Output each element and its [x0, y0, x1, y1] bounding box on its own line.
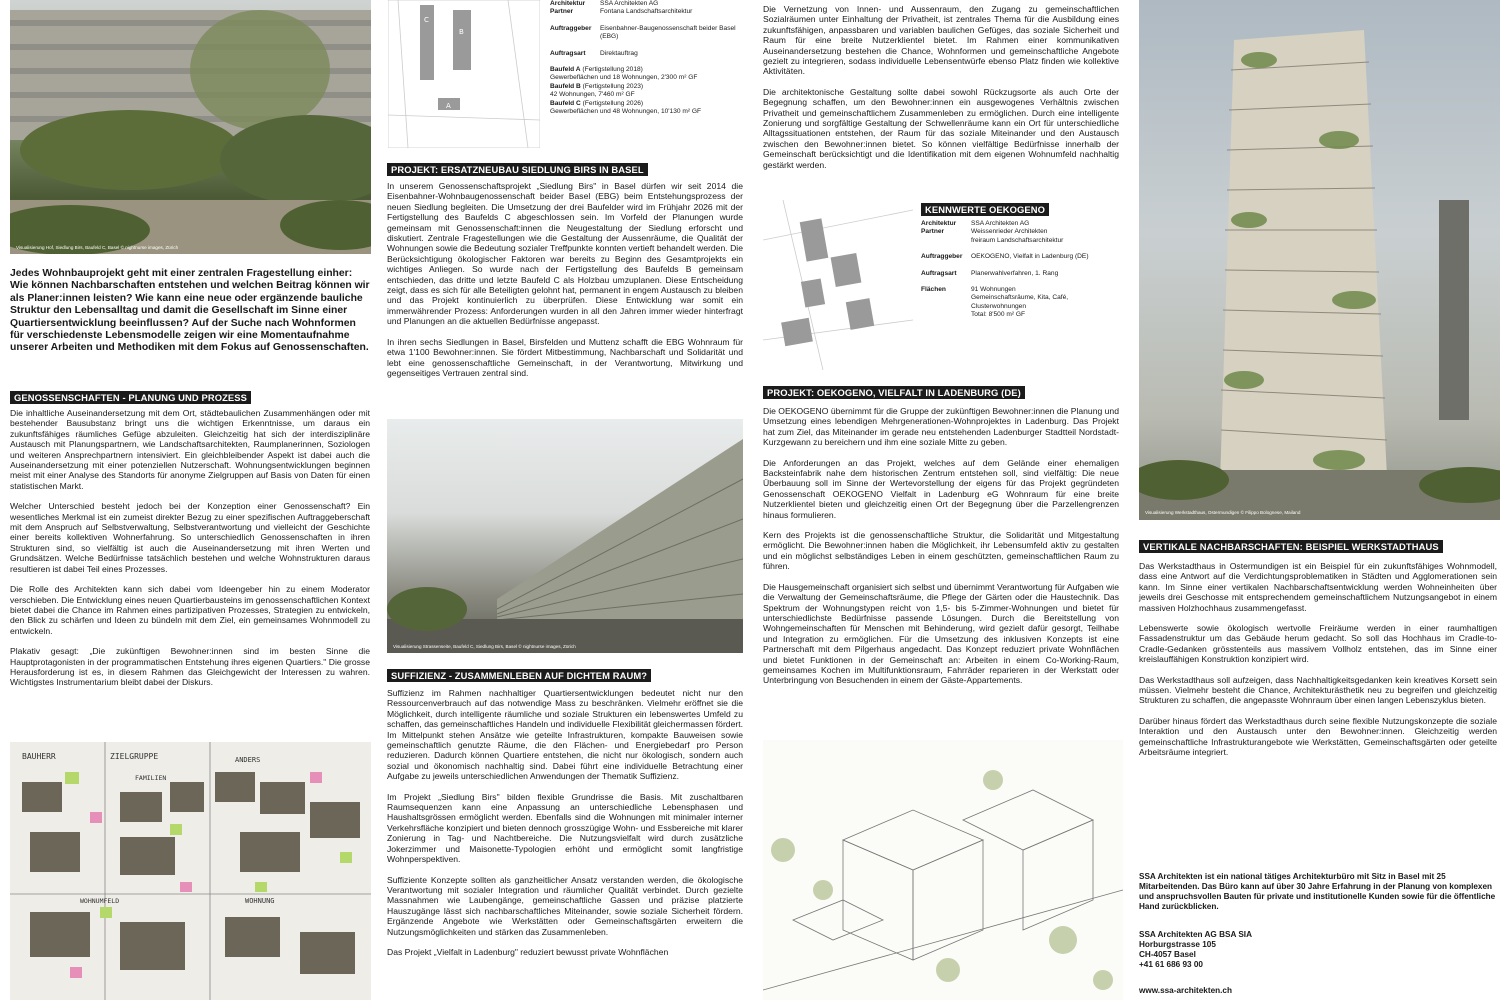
workshop-board-photo [10, 742, 371, 1000]
fact-value: SSA Architekten AG [600, 0, 659, 7]
phone-number: +41 61 686 93 00 [1139, 960, 1203, 969]
paragraph: Die Anforderungen an das Projekt, welches auf dem Gelände einer ehemaligen Backsteinfabrik nahe dem historischen Zentrum entstehen soll, sind vielfältig: Die neue Überbauung soll im Sinne der Wertevorstellung der eigens für das Projekt gegründeten Genossenschaft OEKOGENO Vielfalt in Ladenburg eG Wohnraum für eine breite Nutzerklientel bieten und gleichzeitig einen Ort der Begegnung über die Parzellengrenzen hinaus formulieren. [763, 457, 1119, 520]
baufeld-b: Baufeld B (Fertigstellung 2023) 42 Wohnungen, 7'460 m² GF [550, 82, 644, 99]
firm-description: SSA Architekten ist ein national tätiges Architekturbüro mit Sitz in Basel mit 25 Mitarbeitenden. Das Büro kann auf über 30 Jahre Erfahrung in der Planung von komplexen und anspruchsvollen Bauten für private und institutionelle Kunden sowie für die öffentliche Hand zurückblicken. [1139, 872, 1496, 911]
tower-illustration [1139, 0, 1500, 520]
article-text [763, 406, 1119, 696]
fact-key: Partner [550, 8, 574, 16]
fact-value: Planerwahlverfahren, 1. Rang [971, 269, 1059, 277]
paragraph: Die Vernetzung von Innen- und Aussenraum, den Zugang zu gemeinschaftlichen Sozialräumen unter Einhaltung der Privatheit, ist zentrales Thema für die Ausbildung eines zukunftsfähigen, anpassbaren und variablen baulichen Gefüges, das soziale Sicherheit und Raum für eine breite Nutzerklientel bietet. Im Rahmen einer kommunikativen Auseinandersetzung bestehen die Chance, Wohnformen und gemeinschaftliche Angebote gezielt zu integrieren, sodass individuelle Lebensentwürfe ebenso Platz finden wie kollektive Aktivitäten. [763, 4, 1119, 77]
paragraph: Plakativ gesagt: „Die zukünftigen Bewohner:innen sind im besten Sinne die Hauptprotagonisten in der programmatischen Entstehung ihres eigenen Quartiers." Die grosse Herausforderung ist es, in diesem Rahmen das Gleichgewicht der Interessen zu wahren. Wichtigstes Instrumentarium bleibt dabei der Diskurs. [10, 646, 370, 688]
board-label-bauherr: BAUHERR [22, 752, 56, 761]
photo-caption: Visualisierung Hof, Siedlung Birs, Baufeld C, Basel © nightnurse images, Zürich [16, 245, 179, 250]
paragraph: In unserem Genossenschaftsprojekt „Siedlung Birs" in Basel dürfen wir seit 2014 die Eisenbahner-Wohnbaugenossenschaft beider Basel (EBG) beim Entstehungsprozess der neuen Siedlung begleiten. Die Umsetzung der drei Baufelder wird im Frühjahr 2026 mit der Fertigstellung des Baufelds C abgeschlossen sein. Im Vorfeld der Planungen wurde gemeinsam mit Genossenschaft:innen die Neugestaltung der Siedlung erforscht und diskutiert. Zentrale Fragestellungen wie die Gestaltung der Aussenräume, die Qualität der Wohnungen sowie die Bedeutung sozialer Treffpunkte konnten vertieft behandelt werden. Die Berücksichtigung ökologischer Faktoren war bereits zu Beginn des Gesamtprojekts ein wichtiges Anliegen. So wurde nach der Fertigstellung des Baufelds B gemeinsam entschieden, das dritte und letzte Baufeld C als Holzbau umzuplanen. Diese Entscheidung zeigt, dass es sich für alle Beteiligten gelohnt hat, permanent in engem Austausch zu bleiben und das Projekt kontinuierlich zu überprüfen. Diese Entwicklung war somit ein immerwährender Prozess: Anforderungen wurden in all den Jahren immer wieder hinterfragt und Planungen an die aktuellen Bedürfnisse angepasst. [387, 181, 743, 327]
fact-value: freiraum Landschaftsarchitektur [971, 236, 1064, 244]
courtyard-illustration [10, 0, 371, 254]
fact-value: SSA Architekten AG [971, 220, 1030, 227]
fact-value: Gemeinschaftsräume, Kita, Café, [971, 294, 1069, 302]
lead-paragraph: Jedes Wohnbauprojekt geht mit einer zentralen Fragestellung einher: Wie können Nachbarschaften entstehen und welchen Beitrag können wir als Planer:innen leisten? Wie kann eine neue oder ergänzende bauliche Struktur den Lebensalltag und damit die Gesellschaft im Sinne einer Quartiersentwicklung beeinflussen? Auf der Suche nach Wohnformen für verschiedenste Lebensmodelle zeigen wir eine Momentaufnahme unserer Arbeiten und Methodiken mit dem Fokus auf Genossenschaften. [10, 268, 370, 354]
werkstadthaus-photo [1139, 0, 1500, 520]
section-heading: VERTIKALE NACHBARSCHAFTEN: BEISPIEL WERKSTADTHAUS [1139, 540, 1443, 553]
photo-caption: Visualisierung Werkstadthaus, Ostermundigen © Filippo Bolognese, Mailand [1145, 510, 1301, 515]
fact-key: Architektur [921, 220, 957, 227]
paragraph: Die OEKOGENO übernimmt für die Gruppe der zukünftigen Bewohner:innen die Planung und Umsetzung eines lebendigen Mehrgenerationen-Wohnprojektes in Ladenburg. Das Projekt hat zum Ziel, das Miteinander im gerade neu entstehenden Ladenburger Stadtteil Nordstadt-Kurzgewann zu bereichern und ihm eine soziale Mitte zu geben. [763, 406, 1119, 448]
paragraph: Das Projekt „Vielfalt in Ladenburg" reduziert bewusst private Wohnflächen [387, 946, 669, 957]
paragraph: Suffizienz im Rahmen nachhaltiger Quartiersentwicklungen bedeutet nicht nur den Ressourcenverbrauch auf das notwendige Mass zu beschränken. Vielmehr eröffnet sie die Möglichkeit, durch intelligente räumliche und soziale Strukturen ein lebenswertes Umfeld zu schaffen, das gemeinschaftliches Handeln und individuelle Flexibilität gleichermassen fördert. Im Mittelpunkt stehen Ansätze wie geteilte Infrastrukturen, kompakte Bauweisen sowie gemeinschaftlich genutzte Räume, die den Flächen- und Energiebedarf pro Person reduzieren. Dadurch können Quartiere entstehen, die nicht nur ökologisch, sondern auch sozial und ökonomisch nachhaltig sind. Dabei führt eine individuelle Betrachtung einer Aufgabe zu jeweils unterschiedlichen Anwendungen der Thematik Suffizienz. [387, 688, 743, 782]
svg-text:C: C [424, 16, 429, 24]
article-text [387, 688, 743, 967]
street-photo [387, 419, 743, 653]
section-heading: GENOSSENSCHAFTEN - PLANUNG UND PROZESS [10, 391, 251, 404]
paragraph: Welcher Unterschied besteht jedoch bei der Konzeption einer Genossenschaft? Ein wesentliches Merkmal ist ein zumeist direkter Bezug zu einer spezifischen Auftraggeberschaft mit dem Anspruch auf Selbstverwaltung, Selbstverantwortung und vielleicht der Geschichte einer bereits kollektiven Wohnerfahrung. So unterschiedlich Genossenschaften in ihren Strukturen sind, so vielfältig ist auch die Auseinandersetzung mit ihren Werten und Grundsätzen. Welche Bedürfnisse tatsächlich bestehen und welche Wohnstrukturen daraus resultieren ist dabei Teil eines Prozesses. [10, 501, 370, 574]
site-plan-birs [388, 0, 540, 148]
fact-value: Eisenbahner-Baugenossenschaft beider Basel (EBG) [600, 24, 736, 41]
paragraph: Kern des Projekts ist die genossenschaftliche Struktur, die Solidarität und Mitgestaltung ermöglicht. Die Bewohner:innen haben die Möglichkeit, ihr Lebensumfeld aktiv zu gestalten und ein möglichst selbständiges Leben in einem geschützten, gemeinschaftlichen Raum zu führen. [763, 530, 1119, 572]
fact-key: Auftragsart [550, 49, 586, 57]
fact-key: Partner [921, 228, 945, 236]
article-text [10, 408, 370, 698]
sketch-illustration [763, 740, 1123, 1000]
baufeld-a: Baufeld A (Fertigstellung 2018) Gewerbeflächen und 18 Wohnungen, 2'300 m² GF [550, 66, 698, 82]
section-heading: SUFFIZIENZ - ZUSAMMENLEBEN AUF DICHTEM RAUM? [387, 669, 651, 682]
fact-value: Direktauftrag [600, 49, 638, 57]
axonometric-sketch [763, 740, 1123, 1000]
paragraph: Suffiziente Konzepte sollten als ganzheitlicher Ansatz verstanden werden, die ökologische Verantwortung mit sozialer Integration und räumlicher Qualität verbindet. Durch gezielte Massnahmen wie Laubengänge, gemeinschaftliche Gassen und präzise platzierte Hauszugänge lässt sich nachbarschaftliches Miteinander, sowie soziale Sicherheit fördern. Ergänzende Angebote wie Werkstätten oder Gemeinschaftsgärten erweitern die Nutzungsmöglichkeiten und stärken das Zusammenleben. [387, 874, 743, 937]
section-heading: PROJEKT: ERSATZNEUBAU SIEDLUNG BIRS IN BASEL [387, 163, 648, 176]
fact-key: Auftraggeber [550, 24, 592, 32]
paragraph: Die inhaltliche Auseinandersetzung mit dem Ort, städtebaulichen Zusammenhängen oder mit bestehender Bausubstanz bringt uns die wichtigen Erkenntnisse, um daraus ein zukunftsfähiges räumliches Gefüge abzuleiten. Gleichzeitig hat sich der interdisziplinäre Austausch mit Planungspartnern, wie Landschaftsarchitekten, Raumplanerinnen, Soziologen und weiteren Ansprechpartnern intensiviert. Ein gleichbleibender Aspekt ist dabei auch die Auseinandersetzung mit einer potenziellen Nutzerschaft. Wohnungsentwicklungen beginnen meist mit einer Analyse des Standorts für anonyme Zielgruppen auf Basis von Daten für einen statistischen Markt. [10, 408, 370, 491]
board-label-wohnung: WOHNUNG [245, 897, 275, 905]
paragraph: Das Werkstadthaus in Ostermundigen ist ein Beispiel für ein zukunftsfähiges Wohnmodell, dass eine Antwort auf die Verdichtungsproblematiken in Städten und Agglomerationen sein kann. Im Sinne einer vertikalen Nachbarschaftsentwicklung werden Wohneinheiten über jeweils drei Geschosse mit entsprechendem gemeinschaftlichem Nutzungsangebot in einem massiven Holzhochhaus zusammengefasst. [1139, 561, 1497, 613]
paragraph: Lebenswerte sowie ökologisch wertvolle Freiräume werden in einer raumhaltigen Fassadenstruktur um das Gebäude herum gedacht. So soll das Hochhaus im Cradle-to-Cradle-Gedanken grösstenteils aus massivem Vollholz entstehen, das im Sinne einer kreislauffähigen Konstruktion konzipiert wird. [1139, 623, 1497, 665]
fact-key: Auftraggeber [921, 253, 963, 261]
photo-caption: Visualisierung Strassenseite, Baufeld C, Siedlung Birs, Basel © nightnurse images, Zürich [393, 644, 576, 649]
fact-key [921, 311, 971, 319]
article-text [1139, 561, 1497, 768]
fact-value: Fontana Landschaftsarchitektur [600, 8, 693, 16]
fact-key: Flächen [921, 286, 946, 294]
article-text [387, 181, 743, 388]
paragraph: In ihren sechs Siedlungen in Basel, Birsfelden und Muttenz schafft die EBG Wohnraum für etwa 1'100 Bewohner:innen. Sie fördert Mitbestimmung, Nachbarschaft und Solidarität und lebt eine genossenschaftliche Gemeinschaft, in der Verantwortung, Mitwirkung und gegenseitiges Vertrauen zentral sind. [387, 336, 743, 378]
fact-value: Clusterwohnungen [971, 302, 1026, 310]
address-line: SSA Architekten AG BSA SIA [1139, 930, 1252, 939]
fact-key [921, 237, 971, 245]
fact-key [921, 303, 971, 311]
firm-address [1139, 930, 1497, 970]
svg-text:A: A [446, 102, 451, 110]
address-line: Horburgstrasse 105 [1139, 940, 1216, 949]
board-label-zielgruppe: ZIELGRUPPE [110, 752, 159, 761]
fact-value: Total: 8'500 m² GF [971, 311, 1026, 319]
website-link[interactable]: www.ssa-architekten.ch [1139, 986, 1232, 995]
fact-value: Weissenrieder Architekten [971, 228, 1048, 236]
article-text [763, 4, 1119, 180]
courtyard-photo [10, 0, 371, 254]
paragraph: Die Rolle des Architekten kann sich dabei vom Ideengeber hin zu einem Moderator verschieben. Die Entwicklung eines neuen Quartierbausteins im genossenschaftlichen Kontext bietet dabei die Chance im Rahmen eines partizipativen Prozesses, Strategien zu entwickeln, den Blick zu schärfen und Ideen zu bündeln mit dem Ziel, ein gemeinsames Wohnmodell zu entwickeln. [10, 584, 370, 636]
site-plan-ladenburg [763, 200, 913, 370]
paragraph: Darüber hinaus fördert das Werkstadthaus durch seine flexible Nutzungskonzepte die soziale Interaktion und den Austausch unter den Bewohner:innen. Gleichzeitig werden gemeinschaftliche Infrastrukturangebote wie Werkstätten, Gemeinschaftsgärten oder geteilte Arbeitsräume integriert. [1139, 715, 1497, 758]
facts-heading: KENNWERTE OEKOGENO [921, 203, 1049, 216]
street-illustration [387, 419, 743, 653]
address-line: CH-4057 Basel [1139, 950, 1196, 959]
board-label-wohnumfeld: WOHNUMFELD [80, 897, 120, 905]
board-label-anders: ANDERS [235, 756, 261, 764]
paragraph: Die Hausgemeinschaft organisiert sich selbst und übernimmt Verantwortung für Aufgaben wie die Verwaltung der Gemeinschaftsräume, die Pflege der Gärten oder die Haustechnik. Das Spektrum der Wohnungstypen reicht von 1,5- bis 5-Zimmer-Wohnungen und bietet für unterschiedlichste Bedürfnisse passende Lösungen. Durch die Bereitstellung von Wohngemeinschaften für Menschen mit Behinderung, wird gezielt dafür gesorgt, Teilhabe und Integration zu ermöglichen. Für die Umsetzung des inklusiven Konzepts ist eine Partnerschaft mit dem Pilgerhaus angedacht. Das Konzept reduziert private Wohnflächen und bietet Funktionen in der Gemeinschaft an: Arbeiten in einem Co-Working-Raum, gemeinsames Kochen im Multifunktionsraum, Fahrräder reparieren in der Werkstatt oder Unterbringung von Besuchenden in einem der Gäste-Appartements. [763, 581, 1119, 686]
project-facts-birs [550, 0, 740, 116]
section-heading: PROJEKT: OEKOGENO, VIELFALT IN LADENBURG (DE) [763, 386, 1025, 399]
fact-key: Auftragsart [921, 269, 957, 277]
paragraph: Das Werkstadthaus soll aufzeigen, dass Nachhaltigkeitsgedanken kein kreatives Korsett sein müssen. Vielmehr besteht die Chance, Architekturästhetik neu zu begreifen und gleichzeitig Strukturen zu schaffen, die angepasste Wohnraum über einen langen Lebenszyklus bieten. [1139, 674, 1497, 706]
fact-value: 91 Wohnungen [971, 286, 1016, 294]
board-label-familien: FAMILIEN [135, 774, 167, 782]
project-facts-oekogeno [921, 220, 1121, 320]
fact-value: OEKOGENO, Vielfalt in Ladenburg (DE) [971, 253, 1089, 261]
fact-key: Architektur [550, 0, 586, 7]
paragraph: Die architektonische Gestaltung sollte dabei sowohl Rückzugsorte als auch Orte der Begegnung schaffen, um den Bewohner:innen ein ausgewogenes Verhältnis zwischen Privatheit und gemeinschaftlichem Zusammenleben zu ermöglichen. Durch eine intelligente Zonierung und sorgfältige Gestaltung der Schwellenräume kann ein Ort für unterschiedliche Alltagssituationen entstehen, der Raum für das soziale Miteinander und den Austausch zwischen den Bewohner:innen bietet. So können vielfältige Bedürfnisse innerhalb der Gemeinschaft berücksichtigt und die Identifikation mit dem eigenen Wohnumfeld nachhaltig gestärkt werden. [763, 86, 1119, 170]
paragraph: Im Projekt „Siedlung Birs" bilden flexible Grundrisse die Basis. Mit zuschaltbaren Raumsequenzen kann eine Anpassung an unterschiedliche Lebensphasen und Haushaltsgrössen ermöglicht werden. Ebenfalls sind die Wohnungen mit minimaler interner Verkehrsfläche konzipiert und bieten dennoch grosszügige Wohn- und Essbereiche mit klarer Zonierung in Tag- und Nachtbereiche. Die Nutzungsvielfalt wird durch zusätzliche Jokerzimmer und Maisonette-Typologien erhöht und ermöglicht somit langfristige Wohnperspektiven. [387, 791, 743, 865]
baufeld-c: Baufeld C (Fertigstellung 2026) Gewerbeflächen und 48 Wohnungen, 10'130 m² GF [550, 99, 702, 116]
board-illustration [10, 742, 371, 1000]
svg-text:B: B [459, 28, 464, 36]
fact-key [921, 294, 971, 302]
